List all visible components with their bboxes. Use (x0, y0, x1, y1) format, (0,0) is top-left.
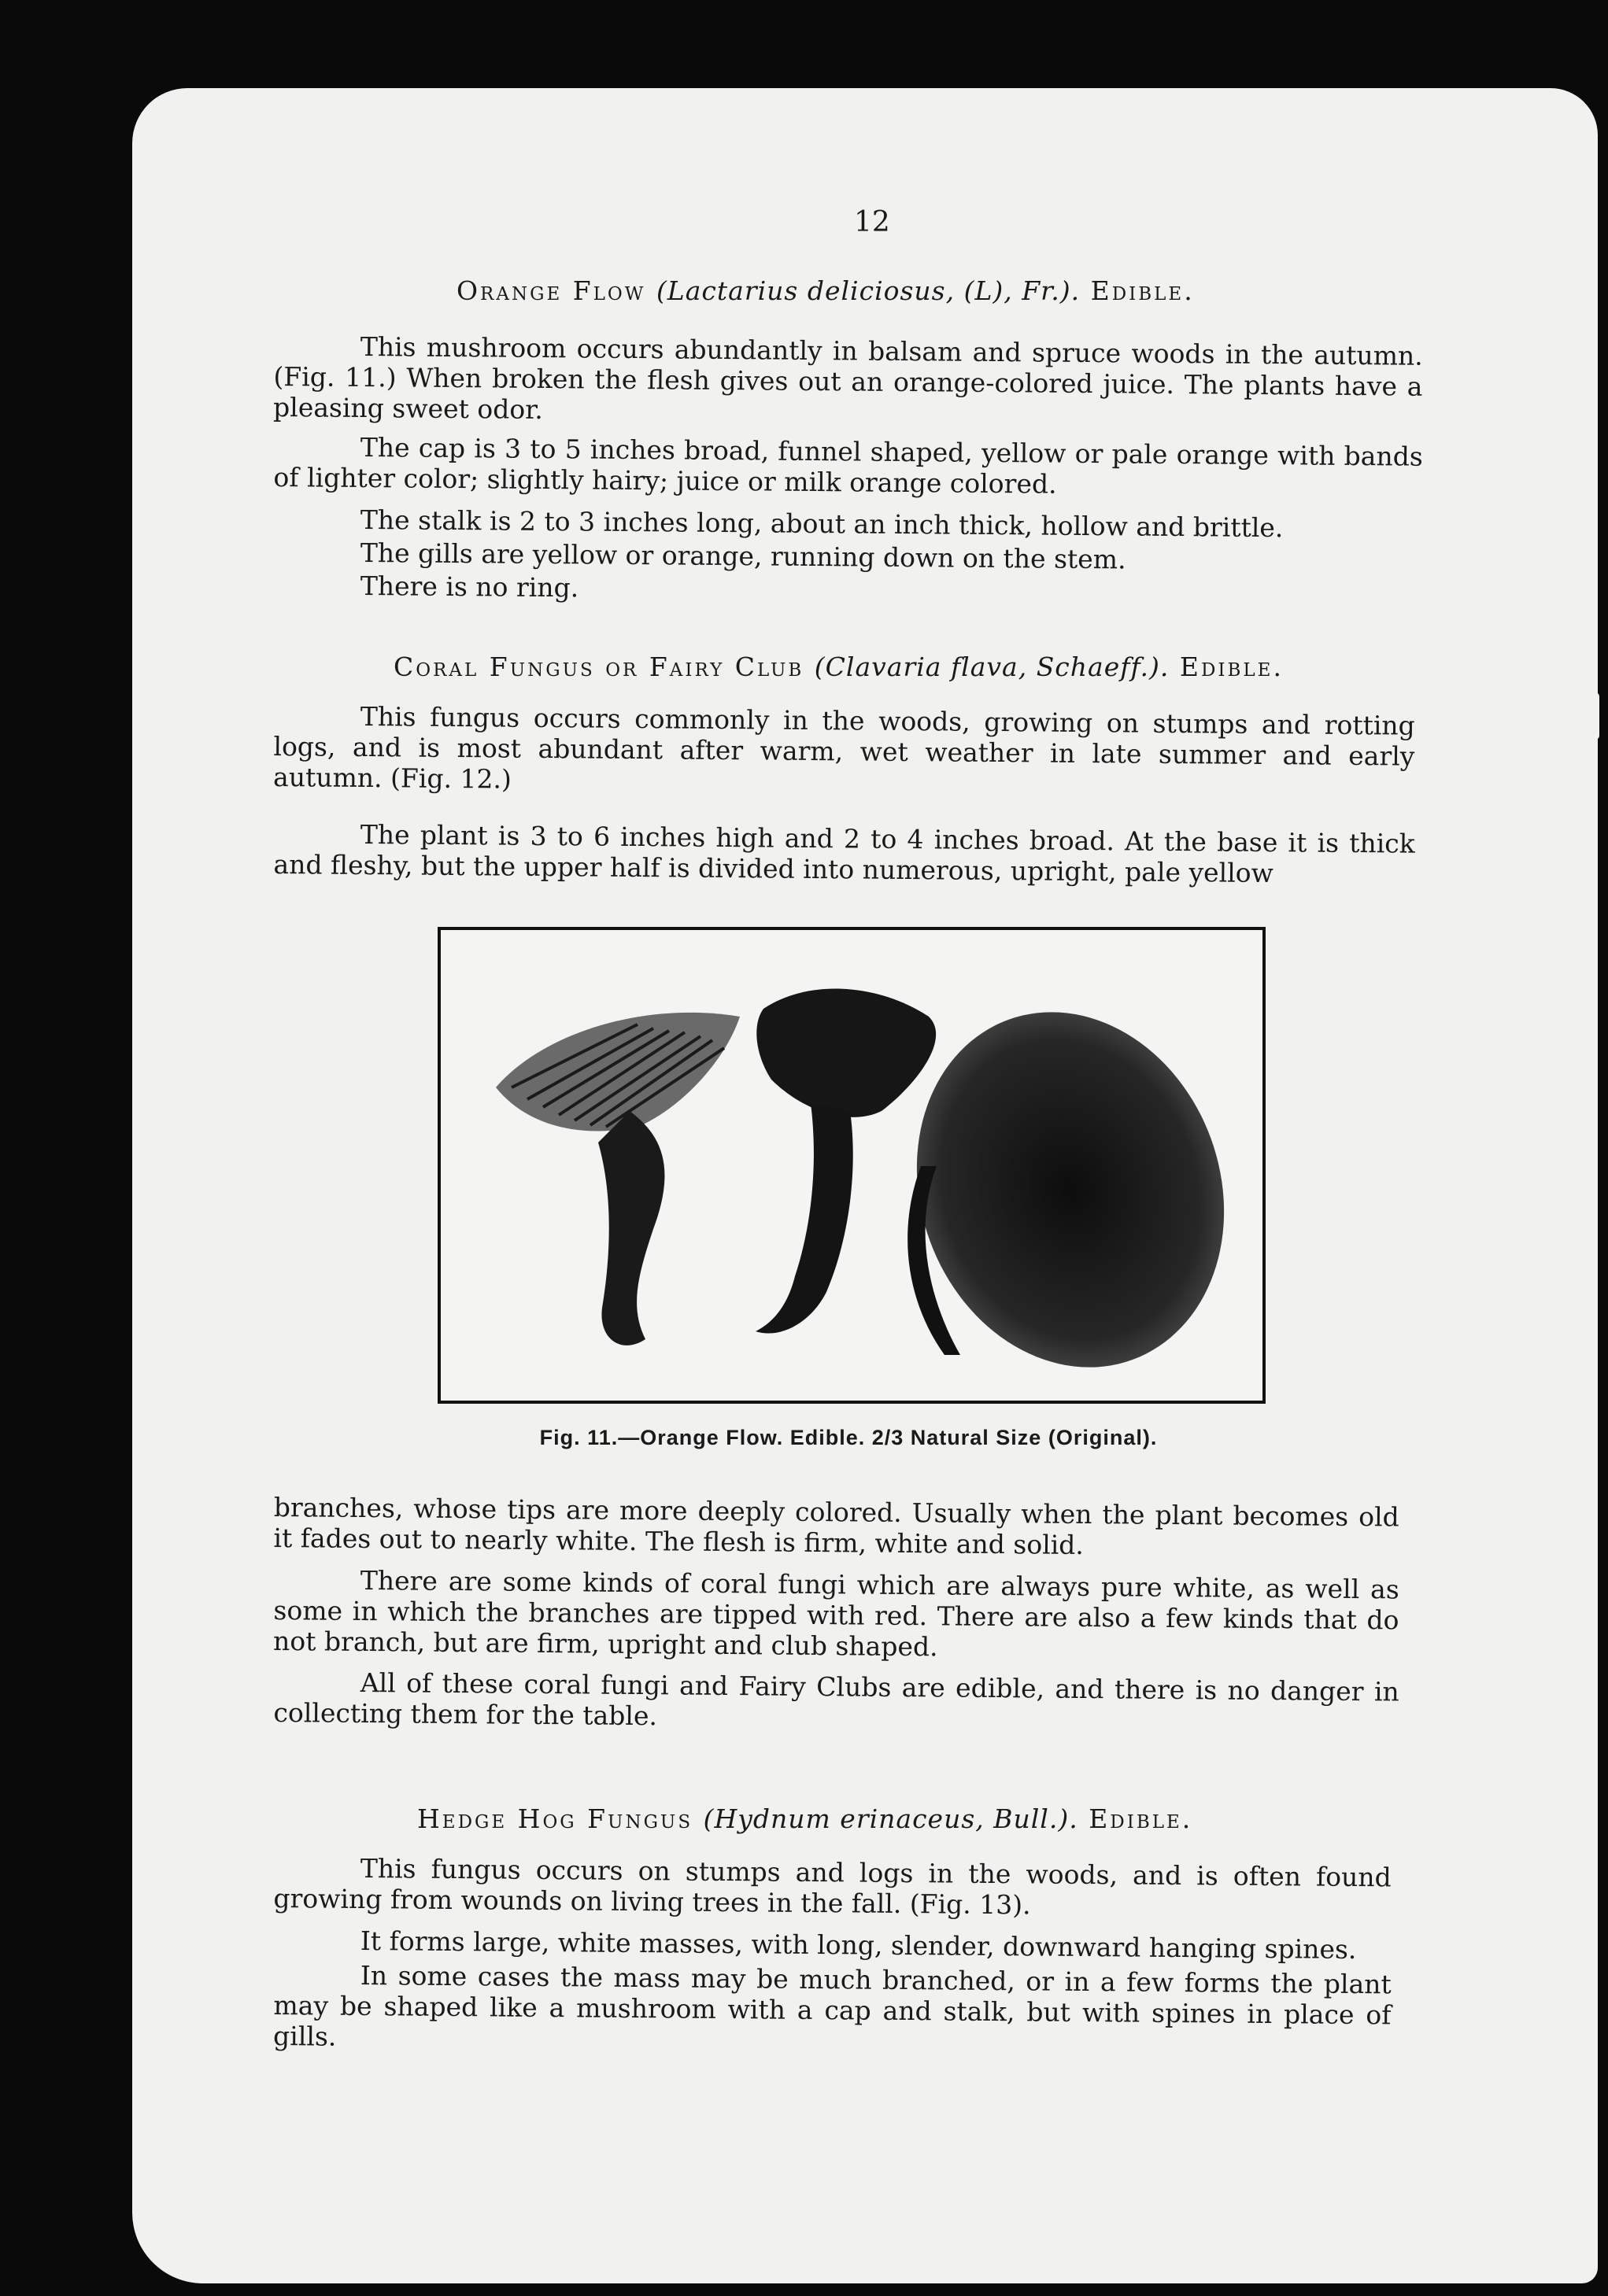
heading-common-name: Coral Fungus or Fairy Club (394, 652, 804, 682)
heading-edibility: Edible. (1179, 652, 1284, 682)
section-heading-hedge-hog-fungus (417, 1803, 1192, 1834)
paragraph: There are some kinds of coral fungi which are always pure white, as well as some in which the branches are tipped with red. There are also a few kinds that do not branch, but are firm, upright and club shaped. (272, 1564, 1399, 1663)
section-heading-orange-flow (457, 275, 1195, 306)
edge-mark (1591, 755, 1598, 795)
paragraph: All of these coral fungi and Fairy Clubs are edible, and there is no danger in collecting them for the table. (273, 1667, 1399, 1732)
figure-photo-orange-flow (438, 927, 1266, 1404)
heading-common-name: Hedge Hog Fungus (417, 1803, 693, 1834)
mushroom-photo-illustration (441, 930, 1262, 1401)
paragraph: The gills are yellow or orange, running down on the stem. (360, 537, 1126, 575)
heading-scientific-name: (Clavaria flava, Schaeff.). (814, 652, 1170, 682)
paragraph: This fungus occurs on stumps and logs in the woods, and is often found growing from wounds on living trees in the fall. (Fig. 13). (273, 1852, 1392, 1921)
heading-scientific-name: (Lactarius deliciosus, (L), Fr.). (656, 275, 1081, 306)
edge-mark (1584, 1739, 1591, 1778)
figure-caption: Fig. 11.—Orange Flow. Edible. 2/3 Natural Size (Original). (539, 1426, 1158, 1449)
section-heading-coral-fungus (394, 652, 1284, 682)
heading-common-name: Orange Flow (457, 275, 646, 306)
paragraph: The stalk is 2 to 3 inches long, about an inch thick, hollow and brittle. (360, 504, 1284, 544)
paragraph: branches, whose tips are more deeply colored. Usually when the plant becomes old it fades out to nearly white. The flesh is firm, white and solid. (273, 1492, 1399, 1560)
page-number: 12 (854, 206, 890, 238)
paragraph: The plant is 3 to 6 inches high and 2 to 4 inches broad. At the base it is thick and fleshy, but the upper half is divided into numerous, upright, pale yellow (273, 818, 1415, 889)
heading-edibility: Edible. (1090, 275, 1195, 306)
paragraph: This mushroom occurs abundantly in balsam and spruce woods in the autumn. (Fig. 11.) When broken the flesh gives out an orange-colored juice. The plants have a pleasing sweet odor. (272, 330, 1423, 425)
heading-scientific-name: (Hydnum erinaceus, Bull.). (703, 1803, 1078, 1834)
edge-mark (1584, 1684, 1591, 1723)
paragraph: The cap is 3 to 5 inches broad, funnel shaped, yellow or pale orange with bands of lighter color; slightly hairy; juice or milk orange colored. (273, 431, 1423, 500)
paragraph: This fungus occurs commonly in the woods, growing on stumps and rotting logs, and is most abundant after warm, wet weather in late summer and early autumn. (Fig. 12.) (272, 700, 1415, 795)
paragraph: In some cases the mass may be much branched, or in a few forms the plant may be shaped like a mushroom with a cap and stalk, but with spines in place of gills. (272, 1959, 1392, 2052)
heading-edibility: Edible. (1089, 1803, 1193, 1834)
paragraph: There is no ring. (360, 570, 579, 604)
paragraph: It forms large, white masses, with long, slender, downward hanging spines. (360, 1925, 1357, 1966)
edge-mark (1591, 692, 1599, 740)
